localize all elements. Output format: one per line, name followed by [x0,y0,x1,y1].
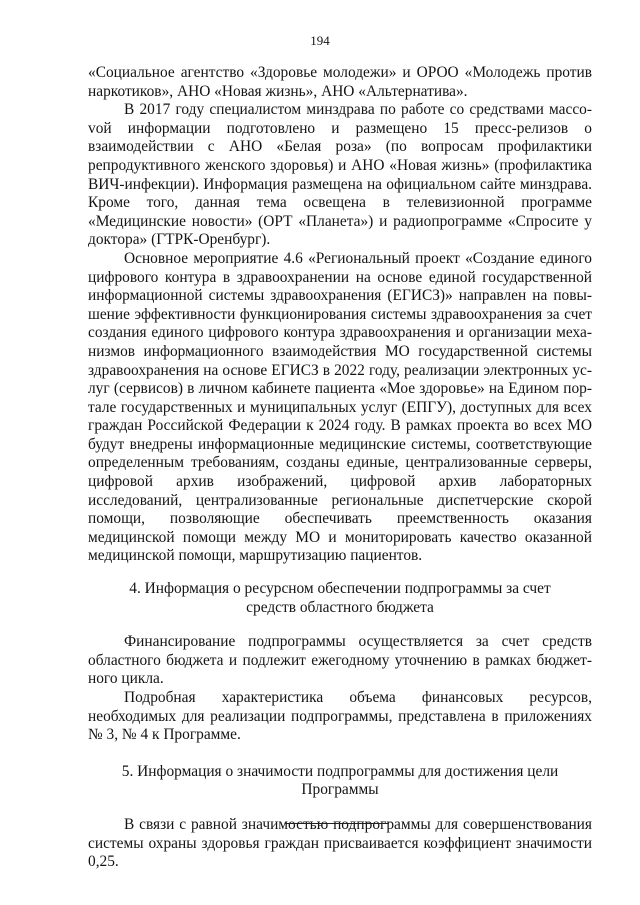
paragraph-partners-list: «Социальное агентство «Здоровье молодежи» и ОРОО «Молодежь против наркотиков», АНО «Новая жизнь», АНО «Альтернатива». [88,64,592,100]
paragraph-media-work: В 2017 году специалистом минздрава по работе со средствами массоvой информации подготовлено и размещено 15 пресс-релизов о взаимодействии с АНО «Белая роза» (по вопросам профилактики репродуктивного женского здоровья) и АНО «Новая жизнь» (профилактика ВИЧ-инфекции). Информация размещена на официальном сайте минздрава. Кроме того, данная тема освещена в телевизионной программе «Медицинские новости» (ОРТ «Планета») и радиопрограмме «Спросите у доктора» (ГТРК-Оренбург). [88,101,592,249]
document-body [88,64,592,872]
paragraph-significance: В связи с равной значимостью подпрограммы для совершенствования системы охраны здоровья граждан присваивается коэффициент значимости 0,25. [88,815,592,871]
section-4-heading-line-1: 4. Информация о ресурсном обеспечении подпрограммы за счет [129,580,551,598]
section-4-heading-line-2: средств областного бюджета [246,598,434,616]
end-separator-line [285,823,389,824]
page-number: 194 [310,33,330,48]
section-4-heading [88,580,592,617]
section-5-heading [88,763,592,800]
paragraph-financing: Финансирование подпрограммы осуществляется за счет средств областного бюджета и подлежит ежегодному уточнению в рамках бюджетного цикла. [88,633,592,688]
section-5-heading-line-2: Программы [301,781,379,799]
paragraph-digital-project: Основное мероприятие 4.6 «Региональный проект «Создание единого цифрового контура в здравоохранении на основе единой государственной информационной системы здравоохранения (ЕГИСЗ)» направлен на повышение эффективности функционирования системы здравоохранения за счет создания единого цифрового контура здравоохранения и организации механизмов информационного взаимодействия МО государственной системы здравоохранения на основе ЕГИСЗ в 2022 году, реализации электронных услуг (сервисов) в личном кабинете пациента «Мое здоровье» на Едином портале государственных и муниципальных услуг (ЕПГУ), доступных для всех граждан Российской Федерации к 2024 году. В рамках проекта во всех МО будут внедрены информационные медицинские системы, соответствующие определенным требованиям, созданы единые, централизованные серверы, цифровой архив изображений, цифровой архив лабораторных исследований, централизованные региональные диспетчерские скорой помощи, позволяющие обеспечивать преемственность оказания медицинской помощи между МО и мониторировать качество оказанной медицинской помощи, маршрутизацию пациентов. [88,249,592,565]
section-5-heading-line-1: 5. Информация о значимости подпрограммы для достижения цели [121,762,559,780]
paragraph-resources-detail: Подробная характеристика объема финансовых ресурсов, необходимых для реализации подпрограммы, представлена в приложениях № 3, № 4 к Программе. [88,689,592,744]
